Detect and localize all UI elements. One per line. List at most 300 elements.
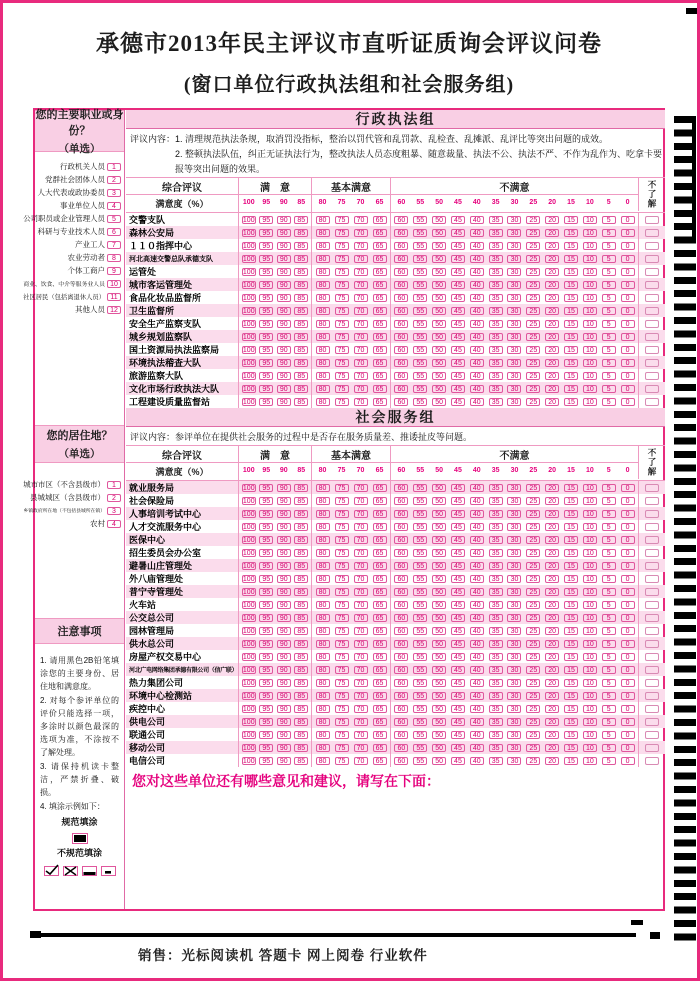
rating-bubble[interactable]: 20 bbox=[545, 268, 559, 276]
rating-bubble[interactable]: 0 bbox=[621, 346, 635, 354]
rating-bubble[interactable]: 50 bbox=[432, 653, 446, 661]
rating-bubble[interactable]: 40 bbox=[470, 640, 484, 648]
rating-bubble[interactable]: 10 bbox=[583, 359, 597, 367]
rating-bubble[interactable]: 90 bbox=[277, 692, 291, 700]
rating-bubble[interactable]: 60 bbox=[394, 359, 408, 367]
rating-bubble[interactable]: 75 bbox=[335, 705, 349, 713]
rating-bubble[interactable]: 95 bbox=[259, 757, 273, 765]
rating-bubble[interactable]: 0 bbox=[621, 562, 635, 570]
rating-bubble[interactable]: 50 bbox=[432, 692, 446, 700]
unknown-bubble[interactable] bbox=[645, 627, 659, 635]
rating-bubble[interactable]: 40 bbox=[470, 497, 484, 505]
rating-bubble[interactable]: 100 bbox=[242, 679, 255, 687]
unknown-bubble[interactable] bbox=[645, 601, 659, 609]
rating-bubble[interactable]: 30 bbox=[507, 268, 521, 276]
rating-bubble[interactable]: 45 bbox=[451, 268, 465, 276]
rating-bubble[interactable]: 10 bbox=[583, 601, 597, 609]
rating-bubble[interactable]: 75 bbox=[335, 640, 349, 648]
rating-bubble[interactable]: 35 bbox=[489, 294, 503, 302]
rating-bubble[interactable]: 30 bbox=[507, 294, 521, 302]
rating-bubble[interactable]: 65 bbox=[373, 294, 387, 302]
rating-bubble[interactable]: 45 bbox=[451, 484, 465, 492]
rating-bubble[interactable]: 50 bbox=[432, 255, 446, 263]
rating-bubble[interactable]: 95 bbox=[259, 294, 273, 302]
rating-bubble[interactable]: 100 bbox=[242, 268, 255, 276]
rating-bubble[interactable]: 95 bbox=[259, 744, 273, 752]
rating-bubble[interactable]: 10 bbox=[583, 523, 597, 531]
rating-bubble[interactable]: 25 bbox=[526, 757, 540, 765]
rating-bubble[interactable]: 25 bbox=[526, 601, 540, 609]
rating-bubble[interactable]: 40 bbox=[470, 653, 484, 661]
rating-bubble[interactable]: 15 bbox=[564, 757, 578, 765]
rating-bubble[interactable]: 65 bbox=[373, 601, 387, 609]
rating-bubble[interactable]: 75 bbox=[335, 385, 349, 393]
rating-bubble[interactable]: 70 bbox=[354, 653, 368, 661]
rating-bubble[interactable]: 40 bbox=[470, 242, 484, 250]
rating-bubble[interactable]: 60 bbox=[394, 307, 408, 315]
rating-bubble[interactable]: 65 bbox=[373, 333, 387, 341]
rating-bubble[interactable]: 100 bbox=[242, 398, 255, 406]
rating-bubble[interactable]: 90 bbox=[277, 229, 291, 237]
rating-bubble[interactable]: 90 bbox=[277, 718, 291, 726]
rating-bubble[interactable]: 20 bbox=[545, 333, 559, 341]
rating-bubble[interactable]: 65 bbox=[373, 268, 387, 276]
rating-bubble[interactable]: 30 bbox=[507, 398, 521, 406]
rating-bubble[interactable]: 20 bbox=[545, 523, 559, 531]
rating-bubble[interactable]: 10 bbox=[583, 510, 597, 518]
rating-bubble[interactable]: 60 bbox=[394, 731, 408, 739]
rating-bubble[interactable]: 75 bbox=[335, 601, 349, 609]
rating-bubble[interactable]: 10 bbox=[583, 757, 597, 765]
rating-bubble[interactable]: 65 bbox=[373, 372, 387, 380]
rating-bubble[interactable]: 85 bbox=[294, 614, 308, 622]
rating-bubble[interactable]: 100 bbox=[242, 242, 255, 250]
rating-bubble[interactable]: 60 bbox=[394, 320, 408, 328]
rating-bubble[interactable]: 40 bbox=[470, 679, 484, 687]
rating-bubble[interactable]: 95 bbox=[259, 627, 273, 635]
rating-bubble[interactable]: 45 bbox=[451, 372, 465, 380]
rating-bubble[interactable]: 15 bbox=[564, 385, 578, 393]
rating-bubble[interactable]: 100 bbox=[242, 255, 255, 263]
rating-bubble[interactable]: 30 bbox=[507, 510, 521, 518]
rating-bubble[interactable]: 100 bbox=[242, 601, 255, 609]
rating-bubble[interactable]: 15 bbox=[564, 575, 578, 583]
rating-bubble[interactable]: 55 bbox=[413, 536, 427, 544]
rating-bubble[interactable]: 45 bbox=[451, 575, 465, 583]
rating-bubble[interactable]: 65 bbox=[373, 588, 387, 596]
rating-bubble[interactable]: 15 bbox=[564, 718, 578, 726]
rating-bubble[interactable]: 85 bbox=[294, 627, 308, 635]
rating-bubble[interactable]: 60 bbox=[394, 333, 408, 341]
rating-bubble[interactable]: 5 bbox=[602, 242, 616, 250]
rating-bubble[interactable]: 85 bbox=[294, 523, 308, 531]
rating-bubble[interactable]: 85 bbox=[294, 562, 308, 570]
rating-bubble[interactable]: 80 bbox=[316, 484, 330, 492]
rating-bubble[interactable]: 25 bbox=[526, 731, 540, 739]
rating-bubble[interactable]: 50 bbox=[432, 242, 446, 250]
rating-bubble[interactable]: 5 bbox=[602, 666, 616, 674]
rating-bubble[interactable]: 5 bbox=[602, 562, 616, 570]
rating-bubble[interactable]: 50 bbox=[432, 320, 446, 328]
rating-bubble[interactable]: 10 bbox=[583, 718, 597, 726]
rating-bubble[interactable]: 25 bbox=[526, 497, 540, 505]
rating-bubble[interactable]: 85 bbox=[294, 294, 308, 302]
rating-bubble[interactable]: 60 bbox=[394, 562, 408, 570]
occupation-option-bubble[interactable]: 8 bbox=[107, 254, 121, 262]
rating-bubble[interactable]: 5 bbox=[602, 346, 616, 354]
rating-bubble[interactable]: 25 bbox=[526, 216, 540, 224]
rating-bubble[interactable]: 30 bbox=[507, 255, 521, 263]
rating-bubble[interactable]: 100 bbox=[242, 666, 255, 674]
rating-bubble[interactable]: 5 bbox=[602, 281, 616, 289]
rating-bubble[interactable]: 30 bbox=[507, 588, 521, 596]
rating-bubble[interactable]: 50 bbox=[432, 484, 446, 492]
rating-bubble[interactable]: 50 bbox=[432, 549, 446, 557]
rating-bubble[interactable]: 75 bbox=[335, 731, 349, 739]
unknown-bubble[interactable] bbox=[645, 536, 659, 544]
rating-bubble[interactable]: 5 bbox=[602, 268, 616, 276]
rating-bubble[interactable]: 85 bbox=[294, 718, 308, 726]
rating-bubble[interactable]: 50 bbox=[432, 268, 446, 276]
rating-bubble[interactable]: 20 bbox=[545, 359, 559, 367]
rating-bubble[interactable]: 90 bbox=[277, 640, 291, 648]
rating-bubble[interactable]: 95 bbox=[259, 359, 273, 367]
rating-bubble[interactable]: 95 bbox=[259, 679, 273, 687]
rating-bubble[interactable]: 65 bbox=[373, 562, 387, 570]
rating-bubble[interactable]: 90 bbox=[277, 666, 291, 674]
rating-bubble[interactable]: 50 bbox=[432, 562, 446, 570]
rating-bubble[interactable]: 0 bbox=[621, 484, 635, 492]
rating-bubble[interactable]: 0 bbox=[621, 385, 635, 393]
rating-bubble[interactable]: 50 bbox=[432, 216, 446, 224]
rating-bubble[interactable]: 10 bbox=[583, 705, 597, 713]
rating-bubble[interactable]: 45 bbox=[451, 255, 465, 263]
rating-bubble[interactable]: 55 bbox=[413, 385, 427, 393]
rating-bubble[interactable]: 0 bbox=[621, 268, 635, 276]
rating-bubble[interactable]: 60 bbox=[394, 523, 408, 531]
rating-bubble[interactable]: 80 bbox=[316, 536, 330, 544]
rating-bubble[interactable]: 5 bbox=[602, 484, 616, 492]
rating-bubble[interactable]: 0 bbox=[621, 242, 635, 250]
occupation-option-bubble[interactable]: 3 bbox=[107, 189, 121, 197]
rating-bubble[interactable]: 75 bbox=[335, 562, 349, 570]
rating-bubble[interactable]: 45 bbox=[451, 562, 465, 570]
rating-bubble[interactable]: 55 bbox=[413, 523, 427, 531]
rating-bubble[interactable]: 95 bbox=[259, 575, 273, 583]
unknown-bubble[interactable] bbox=[645, 575, 659, 583]
rating-bubble[interactable]: 100 bbox=[242, 640, 255, 648]
rating-bubble[interactable]: 40 bbox=[470, 307, 484, 315]
rating-bubble[interactable]: 50 bbox=[432, 372, 446, 380]
rating-bubble[interactable]: 30 bbox=[507, 679, 521, 687]
rating-bubble[interactable]: 10 bbox=[583, 229, 597, 237]
rating-bubble[interactable]: 0 bbox=[621, 679, 635, 687]
rating-bubble[interactable]: 100 bbox=[242, 385, 255, 393]
rating-bubble[interactable]: 95 bbox=[259, 601, 273, 609]
rating-bubble[interactable]: 100 bbox=[242, 705, 255, 713]
unknown-bubble[interactable] bbox=[645, 333, 659, 341]
rating-bubble[interactable]: 85 bbox=[294, 731, 308, 739]
rating-bubble[interactable]: 50 bbox=[432, 307, 446, 315]
rating-bubble[interactable]: 55 bbox=[413, 757, 427, 765]
rating-bubble[interactable]: 50 bbox=[432, 229, 446, 237]
rating-bubble[interactable]: 90 bbox=[277, 653, 291, 661]
rating-bubble[interactable]: 25 bbox=[526, 523, 540, 531]
rating-bubble[interactable]: 100 bbox=[242, 372, 255, 380]
rating-bubble[interactable]: 5 bbox=[602, 575, 616, 583]
rating-bubble[interactable]: 10 bbox=[583, 307, 597, 315]
rating-bubble[interactable]: 45 bbox=[451, 398, 465, 406]
rating-bubble[interactable]: 35 bbox=[489, 588, 503, 596]
rating-bubble[interactable]: 30 bbox=[507, 575, 521, 583]
rating-bubble[interactable]: 25 bbox=[526, 549, 540, 557]
rating-bubble[interactable]: 70 bbox=[354, 549, 368, 557]
rating-bubble[interactable]: 60 bbox=[394, 281, 408, 289]
rating-bubble[interactable]: 70 bbox=[354, 385, 368, 393]
rating-bubble[interactable]: 20 bbox=[545, 281, 559, 289]
unknown-bubble[interactable] bbox=[645, 640, 659, 648]
rating-bubble[interactable]: 90 bbox=[277, 242, 291, 250]
rating-bubble[interactable]: 70 bbox=[354, 484, 368, 492]
rating-bubble[interactable]: 25 bbox=[526, 484, 540, 492]
rating-bubble[interactable]: 30 bbox=[507, 333, 521, 341]
rating-bubble[interactable]: 15 bbox=[564, 359, 578, 367]
rating-bubble[interactable]: 20 bbox=[545, 484, 559, 492]
rating-bubble[interactable]: 55 bbox=[413, 666, 427, 674]
rating-bubble[interactable]: 50 bbox=[432, 718, 446, 726]
rating-bubble[interactable]: 80 bbox=[316, 346, 330, 354]
rating-bubble[interactable]: 60 bbox=[394, 216, 408, 224]
rating-bubble[interactable]: 60 bbox=[394, 666, 408, 674]
rating-bubble[interactable]: 65 bbox=[373, 255, 387, 263]
rating-bubble[interactable]: 35 bbox=[489, 562, 503, 570]
rating-bubble[interactable]: 10 bbox=[583, 679, 597, 687]
rating-bubble[interactable]: 70 bbox=[354, 320, 368, 328]
rating-bubble[interactable]: 35 bbox=[489, 497, 503, 505]
rating-bubble[interactable]: 30 bbox=[507, 385, 521, 393]
rating-bubble[interactable]: 90 bbox=[277, 744, 291, 752]
rating-bubble[interactable]: 40 bbox=[470, 281, 484, 289]
rating-bubble[interactable]: 30 bbox=[507, 536, 521, 544]
rating-bubble[interactable]: 35 bbox=[489, 398, 503, 406]
rating-bubble[interactable]: 90 bbox=[277, 510, 291, 518]
rating-bubble[interactable]: 95 bbox=[259, 614, 273, 622]
rating-bubble[interactable]: 85 bbox=[294, 242, 308, 250]
rating-bubble[interactable]: 65 bbox=[373, 549, 387, 557]
rating-bubble[interactable]: 20 bbox=[545, 757, 559, 765]
rating-bubble[interactable]: 70 bbox=[354, 575, 368, 583]
rating-bubble[interactable]: 75 bbox=[335, 744, 349, 752]
rating-bubble[interactable]: 85 bbox=[294, 216, 308, 224]
rating-bubble[interactable]: 15 bbox=[564, 372, 578, 380]
rating-bubble[interactable]: 10 bbox=[583, 268, 597, 276]
rating-bubble[interactable]: 30 bbox=[507, 281, 521, 289]
rating-bubble[interactable]: 25 bbox=[526, 588, 540, 596]
rating-bubble[interactable]: 75 bbox=[335, 536, 349, 544]
rating-bubble[interactable]: 25 bbox=[526, 229, 540, 237]
rating-bubble[interactable]: 10 bbox=[583, 666, 597, 674]
rating-bubble[interactable]: 40 bbox=[470, 744, 484, 752]
rating-bubble[interactable]: 45 bbox=[451, 359, 465, 367]
rating-bubble[interactable]: 55 bbox=[413, 653, 427, 661]
rating-bubble[interactable]: 70 bbox=[354, 588, 368, 596]
rating-bubble[interactable]: 5 bbox=[602, 679, 616, 687]
occupation-option-bubble[interactable]: 6 bbox=[107, 228, 121, 236]
rating-bubble[interactable]: 60 bbox=[394, 588, 408, 596]
rating-bubble[interactable]: 80 bbox=[316, 575, 330, 583]
rating-bubble[interactable]: 40 bbox=[470, 346, 484, 354]
unknown-bubble[interactable] bbox=[645, 255, 659, 263]
rating-bubble[interactable]: 60 bbox=[394, 229, 408, 237]
rating-bubble[interactable]: 25 bbox=[526, 294, 540, 302]
rating-bubble[interactable]: 45 bbox=[451, 294, 465, 302]
rating-bubble[interactable]: 15 bbox=[564, 536, 578, 544]
rating-bubble[interactable]: 0 bbox=[621, 536, 635, 544]
rating-bubble[interactable]: 50 bbox=[432, 497, 446, 505]
rating-bubble[interactable]: 45 bbox=[451, 333, 465, 341]
rating-bubble[interactable]: 90 bbox=[277, 614, 291, 622]
rating-bubble[interactable]: 10 bbox=[583, 294, 597, 302]
rating-bubble[interactable]: 15 bbox=[564, 679, 578, 687]
rating-bubble[interactable]: 25 bbox=[526, 614, 540, 622]
rating-bubble[interactable]: 0 bbox=[621, 359, 635, 367]
rating-bubble[interactable]: 100 bbox=[242, 627, 255, 635]
rating-bubble[interactable]: 25 bbox=[526, 320, 540, 328]
unknown-bubble[interactable] bbox=[645, 320, 659, 328]
rating-bubble[interactable]: 10 bbox=[583, 692, 597, 700]
rating-bubble[interactable]: 45 bbox=[451, 510, 465, 518]
rating-bubble[interactable]: 75 bbox=[335, 372, 349, 380]
rating-bubble[interactable]: 25 bbox=[526, 705, 540, 713]
rating-bubble[interactable]: 80 bbox=[316, 268, 330, 276]
rating-bubble[interactable]: 45 bbox=[451, 385, 465, 393]
rating-bubble[interactable]: 25 bbox=[526, 398, 540, 406]
rating-bubble[interactable]: 40 bbox=[470, 268, 484, 276]
rating-bubble[interactable]: 55 bbox=[413, 640, 427, 648]
rating-bubble[interactable]: 20 bbox=[545, 536, 559, 544]
rating-bubble[interactable]: 40 bbox=[470, 294, 484, 302]
rating-bubble[interactable]: 95 bbox=[259, 705, 273, 713]
rating-bubble[interactable]: 35 bbox=[489, 744, 503, 752]
rating-bubble[interactable]: 50 bbox=[432, 281, 446, 289]
rating-bubble[interactable]: 85 bbox=[294, 372, 308, 380]
rating-bubble[interactable]: 80 bbox=[316, 627, 330, 635]
rating-bubble[interactable]: 25 bbox=[526, 307, 540, 315]
rating-bubble[interactable]: 100 bbox=[242, 614, 255, 622]
rating-bubble[interactable]: 25 bbox=[526, 255, 540, 263]
rating-bubble[interactable]: 15 bbox=[564, 640, 578, 648]
rating-bubble[interactable]: 15 bbox=[564, 320, 578, 328]
rating-bubble[interactable]: 40 bbox=[470, 705, 484, 713]
rating-bubble[interactable]: 40 bbox=[470, 562, 484, 570]
rating-bubble[interactable]: 35 bbox=[489, 307, 503, 315]
rating-bubble[interactable]: 40 bbox=[470, 320, 484, 328]
rating-bubble[interactable]: 100 bbox=[242, 281, 255, 289]
rating-bubble[interactable]: 50 bbox=[432, 744, 446, 752]
rating-bubble[interactable]: 5 bbox=[602, 255, 616, 263]
rating-bubble[interactable]: 65 bbox=[373, 385, 387, 393]
rating-bubble[interactable]: 70 bbox=[354, 523, 368, 531]
rating-bubble[interactable]: 90 bbox=[277, 372, 291, 380]
rating-bubble[interactable]: 15 bbox=[564, 281, 578, 289]
rating-bubble[interactable]: 10 bbox=[583, 744, 597, 752]
rating-bubble[interactable]: 45 bbox=[451, 497, 465, 505]
rating-bubble[interactable]: 60 bbox=[394, 536, 408, 544]
rating-bubble[interactable]: 55 bbox=[413, 307, 427, 315]
rating-bubble[interactable]: 65 bbox=[373, 216, 387, 224]
rating-bubble[interactable]: 80 bbox=[316, 666, 330, 674]
rating-bubble[interactable]: 95 bbox=[259, 268, 273, 276]
rating-bubble[interactable]: 45 bbox=[451, 627, 465, 635]
rating-bubble[interactable]: 25 bbox=[526, 653, 540, 661]
rating-bubble[interactable]: 50 bbox=[432, 731, 446, 739]
rating-bubble[interactable]: 65 bbox=[373, 242, 387, 250]
rating-bubble[interactable]: 70 bbox=[354, 640, 368, 648]
rating-bubble[interactable]: 25 bbox=[526, 744, 540, 752]
rating-bubble[interactable]: 30 bbox=[507, 497, 521, 505]
rating-bubble[interactable]: 95 bbox=[259, 510, 273, 518]
rating-bubble[interactable]: 85 bbox=[294, 359, 308, 367]
rating-bubble[interactable]: 100 bbox=[242, 320, 255, 328]
rating-bubble[interactable]: 45 bbox=[451, 536, 465, 544]
rating-bubble[interactable]: 15 bbox=[564, 627, 578, 635]
rating-bubble[interactable]: 50 bbox=[432, 510, 446, 518]
rating-bubble[interactable]: 85 bbox=[294, 653, 308, 661]
unknown-bubble[interactable] bbox=[645, 385, 659, 393]
rating-bubble[interactable]: 5 bbox=[602, 601, 616, 609]
rating-bubble[interactable]: 40 bbox=[470, 523, 484, 531]
rating-bubble[interactable]: 0 bbox=[621, 653, 635, 661]
occupation-option-bubble[interactable]: 10 bbox=[107, 280, 121, 288]
rating-bubble[interactable]: 75 bbox=[335, 229, 349, 237]
rating-bubble[interactable]: 0 bbox=[621, 216, 635, 224]
rating-bubble[interactable]: 70 bbox=[354, 627, 368, 635]
rating-bubble[interactable]: 75 bbox=[335, 216, 349, 224]
rating-bubble[interactable]: 45 bbox=[451, 692, 465, 700]
rating-bubble[interactable]: 65 bbox=[373, 497, 387, 505]
rating-bubble[interactable]: 45 bbox=[451, 640, 465, 648]
rating-bubble[interactable]: 65 bbox=[373, 692, 387, 700]
rating-bubble[interactable]: 80 bbox=[316, 307, 330, 315]
rating-bubble[interactable]: 85 bbox=[294, 640, 308, 648]
rating-bubble[interactable]: 55 bbox=[413, 692, 427, 700]
rating-bubble[interactable]: 75 bbox=[335, 484, 349, 492]
rating-bubble[interactable]: 100 bbox=[242, 744, 255, 752]
rating-bubble[interactable]: 20 bbox=[545, 692, 559, 700]
rating-bubble[interactable]: 10 bbox=[583, 255, 597, 263]
rating-bubble[interactable]: 90 bbox=[277, 385, 291, 393]
rating-bubble[interactable]: 50 bbox=[432, 333, 446, 341]
rating-bubble[interactable]: 45 bbox=[451, 653, 465, 661]
rating-bubble[interactable]: 25 bbox=[526, 575, 540, 583]
rating-bubble[interactable]: 5 bbox=[602, 510, 616, 518]
rating-bubble[interactable]: 75 bbox=[335, 255, 349, 263]
rating-bubble[interactable]: 20 bbox=[545, 372, 559, 380]
rating-bubble[interactable]: 10 bbox=[583, 653, 597, 661]
rating-bubble[interactable]: 100 bbox=[242, 523, 255, 531]
rating-bubble[interactable]: 65 bbox=[373, 536, 387, 544]
rating-bubble[interactable]: 75 bbox=[335, 510, 349, 518]
rating-bubble[interactable]: 5 bbox=[602, 523, 616, 531]
rating-bubble[interactable]: 35 bbox=[489, 705, 503, 713]
rating-bubble[interactable]: 65 bbox=[373, 718, 387, 726]
rating-bubble[interactable]: 65 bbox=[373, 640, 387, 648]
rating-bubble[interactable]: 70 bbox=[354, 242, 368, 250]
rating-bubble[interactable]: 65 bbox=[373, 614, 387, 622]
rating-bubble[interactable]: 35 bbox=[489, 601, 503, 609]
rating-bubble[interactable]: 65 bbox=[373, 731, 387, 739]
rating-bubble[interactable]: 20 bbox=[545, 229, 559, 237]
